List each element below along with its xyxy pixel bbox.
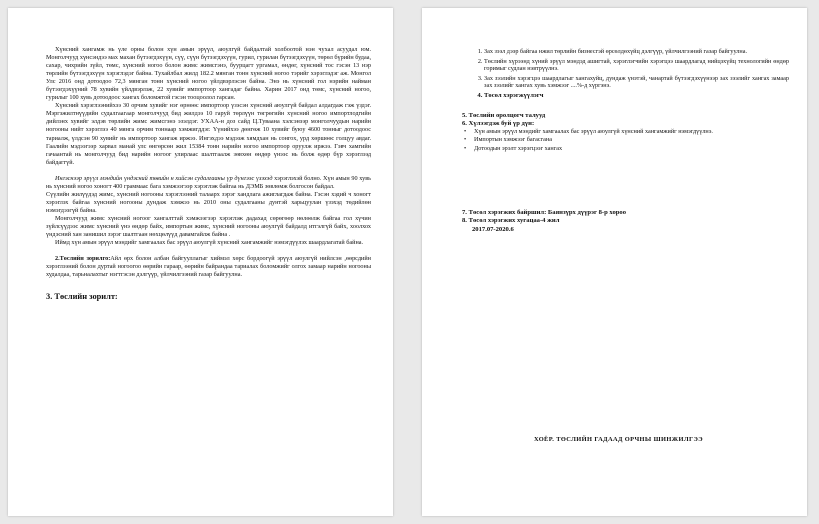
paragraph-project-goal (46, 255, 371, 279)
paragraph-imports: Хүнсний хэрэглээнийхээ 30 орчим хувийг нэг өрнөөс импортоор үзэсэн хүнсний аюулгүй байдал алдагдаж гэж үздэг. Мэргэжилтнүүдийн судалгаагаар монголчууд бид жилдээ 10 гаруй төрлүүн төгрөгийн хүнсний ногоо импортлодгийн дийлэнх хувийг элдэв төрлийн жимс жимсгэнэ эзэлдэг. УХАА-н доз сайд Ц.Туваана хэлсэнээр монголчуудын нарийн ногооны нийт хэрэглээ 40 мянга орчим тоннаар хэмжигддэг. Үүнийхээ дөнгөж 10 хувийг буюу 4600 тонныг дотоодоос тариалж, үлдсэн 90 хувийг нь импортоор хангаж иржээ. Ингэхдээ мэдээж хямдхан нь сонгох, урд хөршөөс голцуу авдаг. Гаалийн мэдээгээр харвал манай улс өнгөрсөн жил 15384 тонн нарийн ногоо импортоор оруулж иржээ. Гэвч хамгийн гачаантай нь монголчууд бид нарийн ногоог улирлаас шалтгаалж зөвхөн өндөр үнээс нь болж өдөр бүр хэрэглээд байдаггүй. (46, 102, 371, 166)
paragraph-food-supply: Хүнсний хангамж нь үле орны болон хүн амын эрүүл, аюулгүй байдалтай холбоотой нэн чухал асуудал юм. Монголчууд хүнсэндээ мах махан бүтээгдэхүүн, сүү, сүүн бүтээгдэхүүн, гурил, гурилан бүтээгдэхүүн, төрөл бүрийн будаа, сахар, чихрийн зүйл, төмс, хүнсний ногоо болон жимс жимсгэнэ, буурцагт ургамал, өндөг, хүнсний тос гэсэн 13 нэр төрлийн бүтээгдэхүүн хэрэглэдэг байна. Тухайлбал жилд 182.2 мянган тонн хүнсний ногоо тэрийг хэрэглэдэг аж. Монгол Улс 2016 онд дотоодоо 72,3 мянган тонн хүнсний ногоо үйлдвэрлэсэн байна. Энэ нь хүнсний гол нэрийн найман бүтээгдэхүүний 78 хувийн үйлдвэрлэж, 22 хувийг импортоор хангадаг байна. Харин 2017 онд төмс, хүнсний ногоо, гурилыг 100 хувь дотоодоос хангах боломжтой гэсэн тооцоолол гарсан. (46, 46, 371, 102)
expected-results-list (462, 128, 789, 153)
result-item-text: Хүн амын эрүүл мэндийг хамгаалах бас эрүүл аюулгүй хүнсний хангамжийг нэмэгдүүлнэ. (474, 127, 713, 135)
objective-item-2: 2. Төслийн хүрээнд хүний эрүүл мэндэд ашигтай, хэрэглэгчийн хэрэгцээ шаардлагад нийцэхүйц технологийн өндөр горимыг судлан нэвтрүүлнэ. (484, 58, 789, 73)
paragraph-trends: Сүүлийн жилүүдэд жимс, хүнсний ногооны хэрэглээний талаарх зэрэг хандлага ажиглагдаж байна. Гэсэн хэдий ч хоногт хэрэглэх байгаа хүнсний ногооны дундаж хэмжээ нь 2010 оны судалгааны дунтэй харьцуулан үзэхэд төдийлөн нэмэгдээгүй байна. (46, 190, 371, 214)
heading-location: 7. Төсөл хэрэгжих байршил: Баянзүрх дүүрэг 8-р хороо (462, 208, 627, 216)
objectives-list (462, 48, 789, 100)
bullet-icon: • (464, 136, 467, 144)
section-title-external-analysis: ХОЁР. ТӨСЛИЙН ГАДААД ОРЧНЫ ШИНЖИЛГЭЭ (534, 436, 703, 443)
heading-expected-results: 6. Хүлээгдэж буй үр дүн: (462, 120, 535, 128)
document-page-right (422, 8, 807, 516)
spacer (462, 154, 789, 208)
result-item-2 (464, 136, 789, 144)
result-item-text: Дотоодын эрэлт хэрэгцээг хангах (474, 144, 563, 152)
project-goal-text: Айл өрх болон албан байгууллагыг хиймэл хөрс бордоогүй эрүүл аюулгүй нийлсэн ,өөрсдийн хэрэглээний болон дуртай ногоогоо өөрийн гараар, өөрийн байрандаа тариалах боломжийг олгох замаар нарийн ногооны худалдаа, тарьналахтыг нэгтгэсэн дэлгүүр, үйлчилгээний газар байгуулна. (46, 255, 371, 279)
document-page-left (8, 8, 393, 516)
project-period: 2017.07-2020.6 (472, 225, 514, 233)
result-item-3 (464, 144, 789, 153)
result-item-1 (464, 127, 789, 136)
heading-stakeholders: 5. Төслийн оролцогч талууд (462, 111, 546, 119)
paragraph-conclusion: Иймд хүн амын эрүүл мэндийг хамгаалах бас эрүүл аюулгүй хүнсний хангамжийг нэмэгдүүлэх шаардлагатай байна. (55, 239, 364, 247)
project-goal-label: 2.Төслийн зорилго: (55, 255, 111, 263)
bullet-icon: • (464, 127, 467, 135)
health-study-lead: Ингэснээр эрүүл мэндийн үндэсний төвийн н хийсэн судалгааны үр дүнгээс үзэхэд (55, 174, 273, 182)
health-study-rest: хэрэглэхэй болно. Хүн амын 90 хувь нь хүнсний ногоо хоногт 400 граммаас бага хэмжээгээр хэрэглэж байгаа нь ДЭМБ зөвлөмж болгосон байдал. (46, 174, 371, 190)
page-left-content (46, 46, 371, 301)
result-item-text: Импортын хэмжээг багасгана (474, 136, 552, 144)
objective-item-implementer: 4. Төсөл хэрэгжүүлэгч (484, 92, 789, 100)
spacer (46, 247, 371, 255)
heading-duration: 8. Төсөл хэрэгжих хугацаа-4 жил (462, 217, 560, 225)
spacer (46, 167, 371, 175)
paragraph-health-study (46, 175, 371, 191)
objective-item-3: 3. Зах зээлийн хэрэгцээ шаардлагыг хангахуйц, дундаж үнэтэй, чанартай бүтээгдэхүүнээр зах зээлийг хангах замаар зах зээлийг хангах хувь хэмжээг ....%-д хүргэнэ. (484, 75, 789, 90)
spacer (462, 102, 789, 111)
paragraph-factors: Монголчууд жимс хүнсний ногоог хангалттай хэмжээгээр хэрэглэж дадахад сөрөгөөр нөлөөлж байгаа гол хүчин зүйлсүүдээс жимс хүнсний үнэ өндөр байх, импортын жимс, хүнсний ногооны аюулгүй байдалд итгэлгүй байх, хоолхох үндэсний хан занишил зэрэг шалтгаан нөхцөлүүд давамгайлж байна . (46, 214, 371, 239)
heading-project-objectives: 3. Төслийн зорилт: (46, 292, 118, 302)
bullet-icon: • (464, 144, 467, 152)
objective-item-1: 1. Зах зээл дээр байгаа нжил төрлийн бизнесгэй өрсөлдөхүйц дэлгүүр, үйлчилгээний газар байгуулна. (484, 48, 789, 56)
page-right-content (462, 48, 789, 233)
